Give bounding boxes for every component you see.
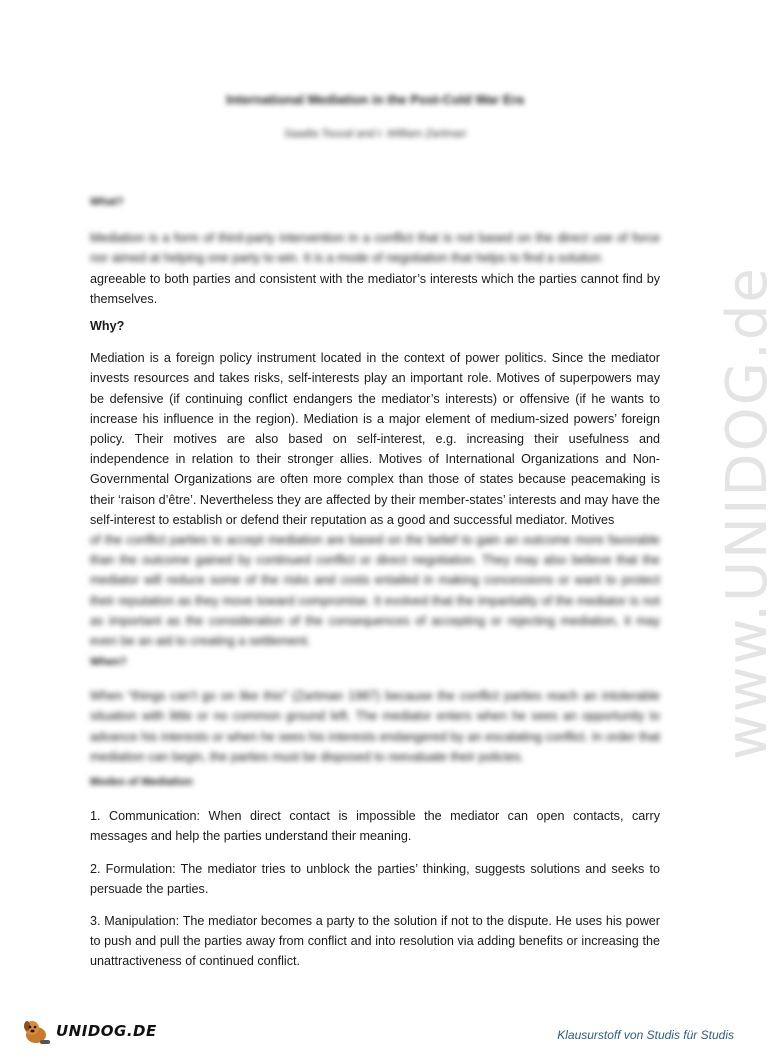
paragraph-what: agreeable to both parties and consistent with the mediator’s interests which the parties cannot find by themselves. (90, 271, 660, 306)
dog-icon (20, 1016, 54, 1046)
watermark (655, 266, 780, 760)
watermark-text: www.UNIDOG.de (715, 266, 780, 760)
section-when (90, 652, 660, 767)
unidog-logo (20, 1016, 157, 1046)
paragraph-what-blurred: Mediation is a form of third-party intervention in a conflict that is not based on the direct use of force nor aimed at helping one party to win. It is a mode of negotiation that helps to find a solution (90, 231, 660, 266)
section-heading-why: Why? (90, 319, 125, 333)
paragraph-when: When “things can’t go on like this” (Zartman 1987) because the conflict parties reach an intolerable situation with little or no common ground left. The mediator enters when he sees an opportunity to advance his interests or when he sees his interests endangered by an escalating conflict. In order that mediation can begin, the parties must be disposed to reevaluate their policies. (90, 689, 660, 764)
mode-item: 1. Communication: When direct contact is impossible the mediator can open contacts, carry messages and help the parties understand their meaning. (90, 809, 660, 844)
section-modes (90, 772, 660, 972)
section-why (90, 316, 660, 651)
section-heading-when: When? (90, 656, 127, 668)
mode-item: 2. Formulation: The mediator tries to unblock the parties’ thinking, suggests solutions and seeks to persuade the parties. (90, 861, 660, 896)
section-what (90, 192, 660, 309)
footer-tagline: Klausurstoff von Studis für Studis (557, 1028, 734, 1042)
logo-text: UNIDOG.DE (56, 1022, 157, 1040)
document-authors: Saadia Touval and I. William Zartman (283, 128, 467, 140)
paragraph-why: Mediation is a foreign policy instrument located in the context of power politics. Since the mediator invests resources and takes risks, self-interests play an important role. Motives of superpowers may be defensive (if continuing conflict endangers the mediator’s interests) or offensive (if he wants to increase his influence in the region). Mediation is a major element of medium-sized powers’ foreign policy. Their motives are also based on self-interest, e.g. increasing their usefulness and independence in relation to their stronger allies. Motives of International Organizations and Non-Governmental Organizations are often more complex than those of states because peacemaking is their ‘raison d’être’. Nevertheless they are affected by their member-states’ interests and may have the self-interest to establish or defend their reputation as a good and successful mediator. Motives (90, 351, 660, 527)
section-heading-what: What? (90, 196, 124, 208)
document-title: International Mediation in the Post-Cold War Era (226, 92, 524, 107)
section-heading-modes: Modes of Mediation (90, 776, 193, 788)
mode-item: 3. Manipulation: The mediator becomes a party to the solution if not to the dispute. He uses his power to push and pull the parties away from conflict and into resolution via adding benefits or increasing the unattractiveness of continued conflict. (90, 914, 660, 969)
paragraph-why-blurred: of the conflict parties to accept mediation are based on the belief to gain an outcome more favorable than the outcome gained by continued conflict or direct negotiation. They may also believe that the mediator will reduce some of the risks and costs entailed in making concessions or want to protect their reputation as they move toward compromise. It evolved that the impartiality of the mediator is not as important as the consideration of the consequences of accepting or rejecting mediation, it may even be an aid to creating a settlement. (90, 533, 660, 649)
